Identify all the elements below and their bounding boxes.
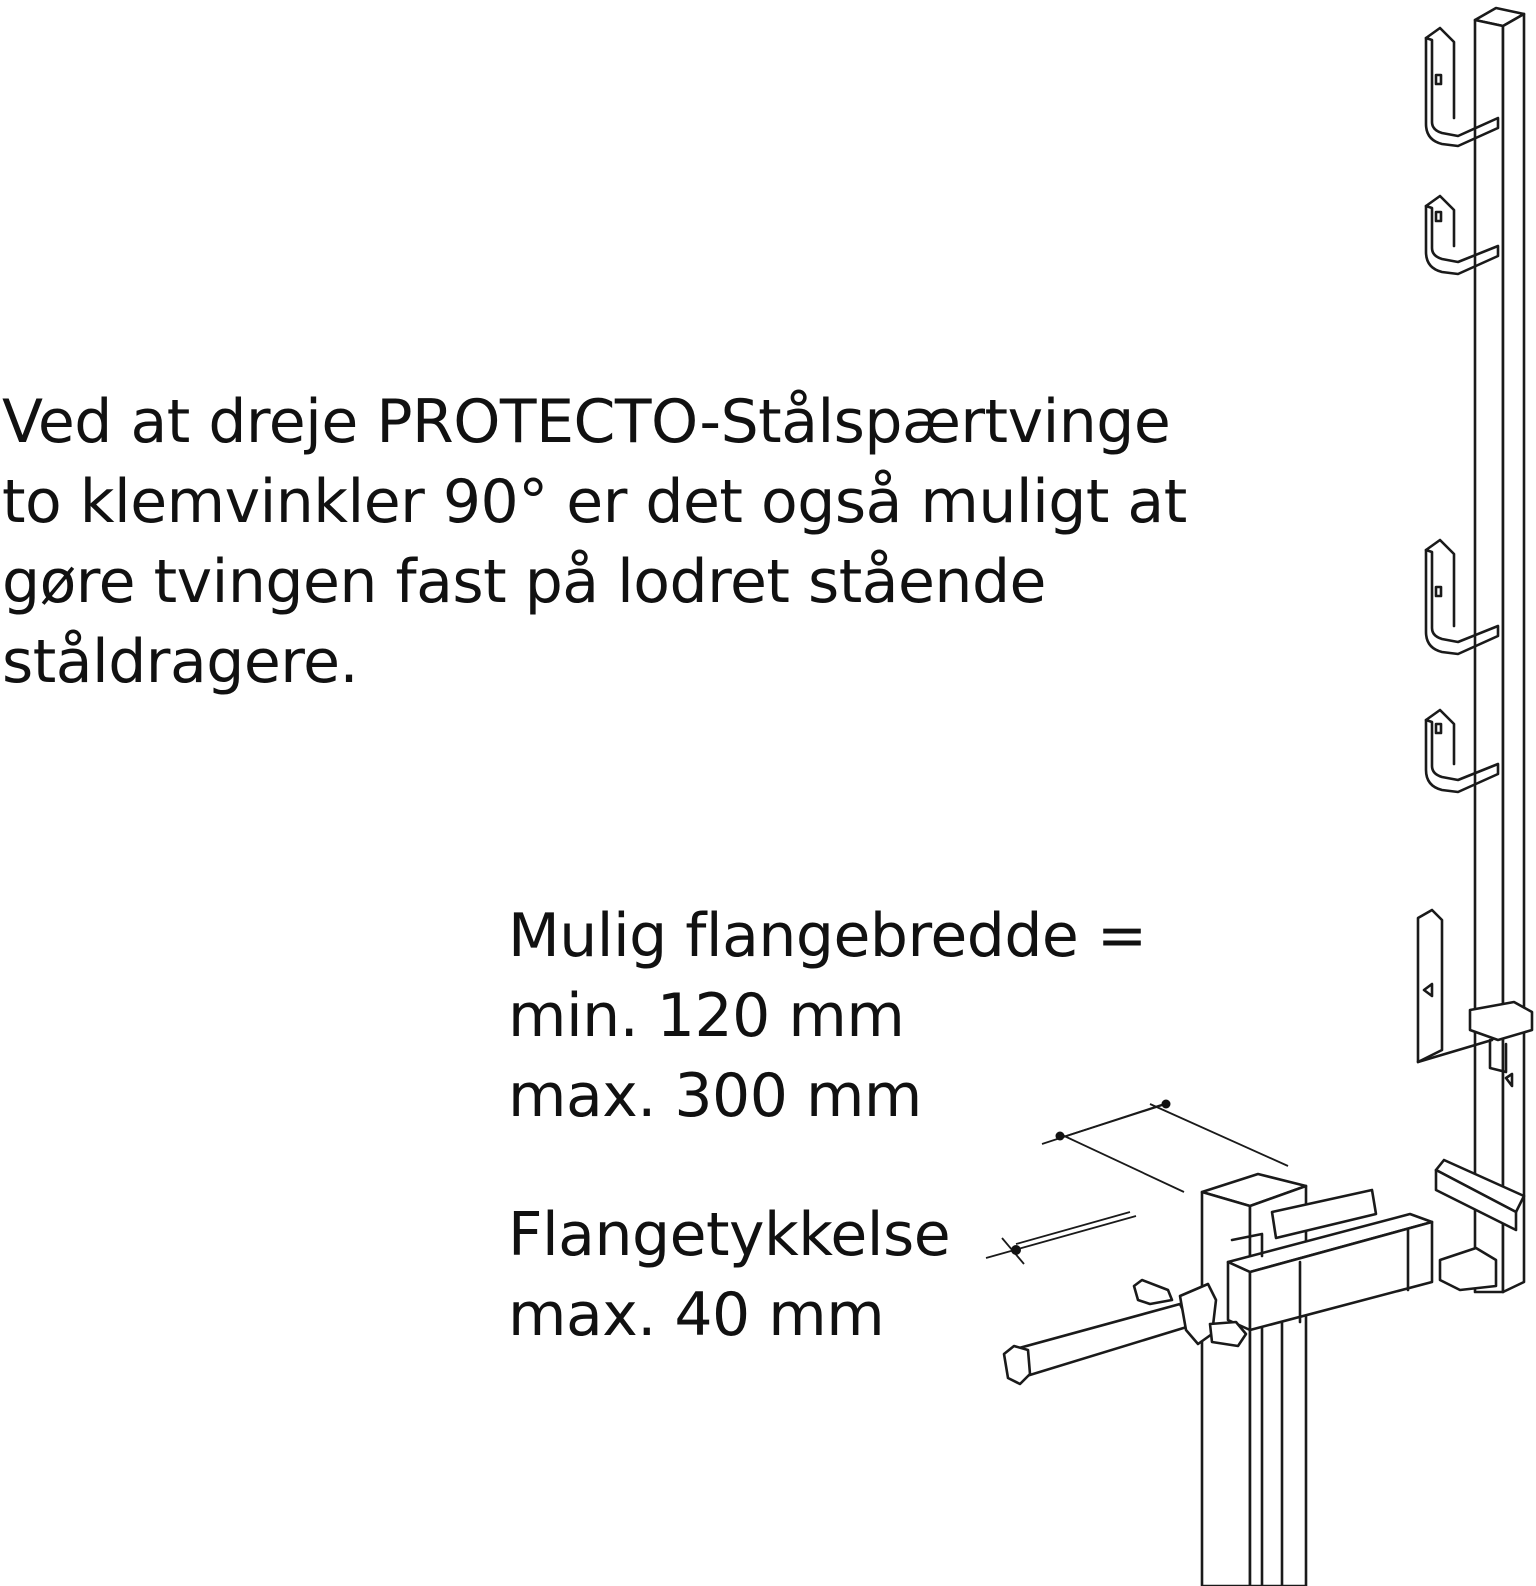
intro-line: to klemvinkler 90° er det også muligt at [2, 467, 1187, 537]
flange-width-min: min. 120 mm [508, 981, 905, 1051]
flange-thickness-max: max. 40 mm [508, 1280, 885, 1350]
intro-line: gøre tvingen fast på lodret stående [2, 547, 1046, 617]
intro-line: Ved at dreje PROTECTO-Stålspærtvinge [2, 387, 1171, 457]
flange-width-label: Mulig flangebredde = [508, 901, 1147, 971]
spindle [1004, 1304, 1190, 1384]
flange-thickness-label: Flangetykkelse [508, 1200, 951, 1270]
flange-thickness-dimension [986, 1212, 1136, 1264]
intro-line: ståldragere. [2, 627, 359, 697]
flange-width-max: max. 300 mm [508, 1061, 922, 1131]
vertical-post [1475, 8, 1524, 1292]
